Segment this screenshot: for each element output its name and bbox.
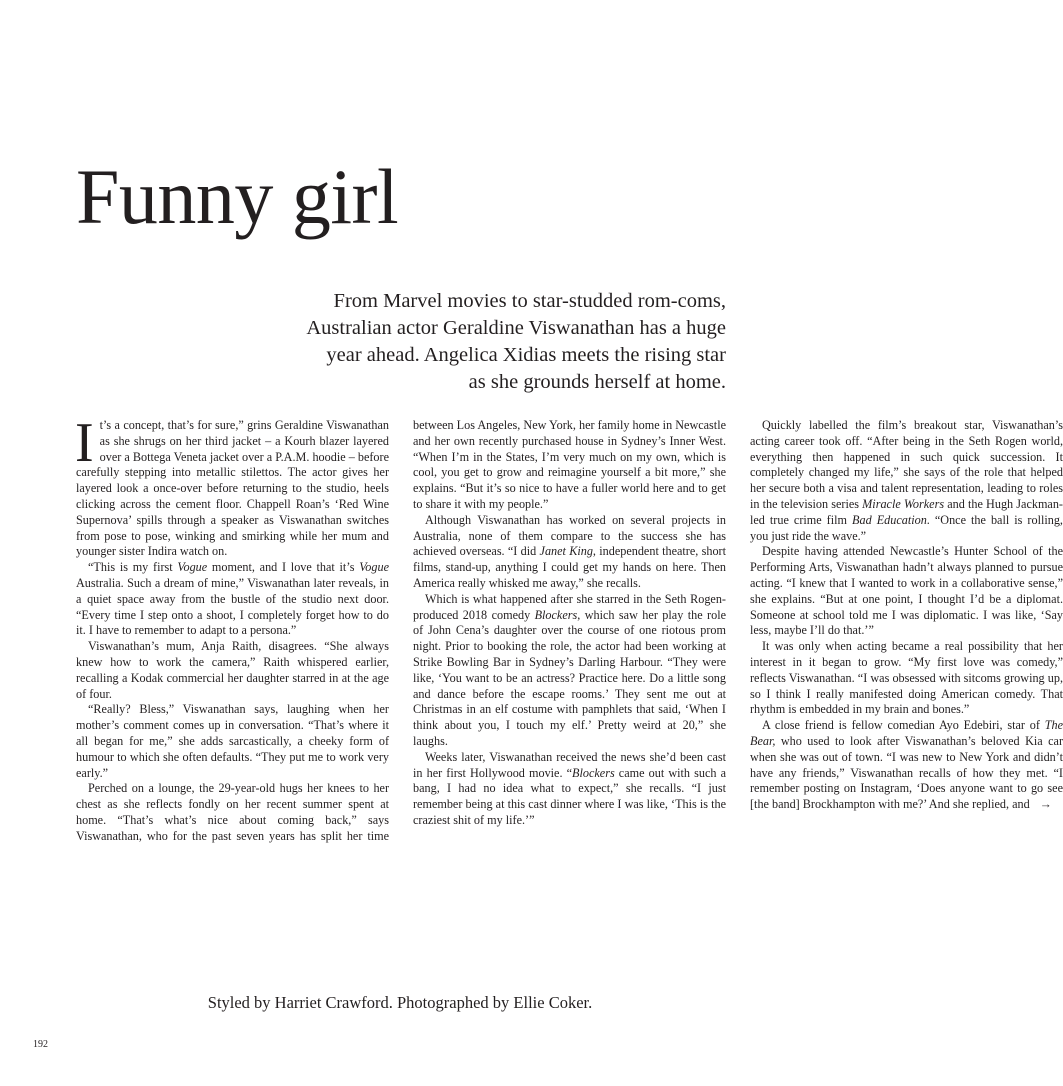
page-number: 192	[33, 1039, 48, 1050]
body-paragraph: Which is what happened after she starred in the Seth Rogen-produced 2018 comedy Blockers, which saw her play the role of John Cena’s daughter over the course of one riotous prom night. Prior to booking the role, the actor had been working at Strike Bowling Bar in Sydney’s Darling Harbour. “They were like, ‘You want to be an actress? Practice here. Do a little song and dance before the escape rooms.’ They sent me out at Christmas in an elf costume with pamphlets that said, ‘When I think about you, I touch my elf.’ Pretty weird at 20,” she laughs.	[413, 591, 726, 748]
body-paragraph: It’s a concept, that’s for sure,” grins Geraldine Viswanathan as she shrugs on her third jacket – a Kourh blazer layered over a Bottega Veneta jacket over a P.A.M. hoodie – before carefully stepping into metallic stilettos. The actor gives her layered look a once-over before returning to the studio, heels clicking across the cement floor. Chappell Roan’s ‘Red Wine Supernova’ spills through a speaker as Viswanathan switches from pose to pose, winking and smirking while her mum and younger sister Indira watch on.	[75, 412, 389, 559]
body-paragraph: Viswanathan’s mum, Anja Raith, disagrees. “She always knew how to work the camera,” Raith whispered earlier, recalling a Kodak commercial her daughter starred in at the age of four.	[76, 639, 389, 701]
body-paragraph: Although Viswanathan has worked on several projects in Australia, none of them compare to the success she has achieved overseas. “I did Janet King, independent theatre, short films, stand-up, anything I could get my hands on here. Then America really whisked me away,” she recalls.	[413, 512, 726, 590]
body-paragraph: Perched on a lounge, the 29-year-old hugs her knees to her chest as she reflects fondly on her recent summer spent at home. “That’s what’s nice about coming back,” says Viswanathan, who for the past seven years has split her time between Los Angeles, New York, her family home in Newcastle and her own recently purchased house in Sydney’s Inner West. “When I’m in the States, I’m very much on my own, which is cool, you get to grow and reimagine yourself a bit more,” she explains. “But it’s so nice to have a fuller world here and to get to share it with my people.”	[76, 418, 726, 843]
article-title: Funny girl	[76, 153, 399, 240]
body-paragraph: It was only when acting became a real possibility that her interest in it began to grow. “My first love was comedy,” reflects Viswanathan. “I was obsessed with sitcoms growing up, so I think I really manifested doing American comedy. That rhythm is embedded in my brain and bones.”	[750, 639, 1063, 717]
body-paragraph: “Really? Bless,” Viswanathan says, laughing when her mother’s comment comes up in conversation. “That’s where it all began for me,” she adds sarcastically, a cheeky form of humour to which she often defaults. “They put me to work very early.”	[76, 702, 389, 780]
body-paragraph: A close friend is fellow comedian Ayo Edebiri, star of The Bear, who used to look after Viswanathan’s beloved Kia car when she was out of town. “I was new to New York and didn’t have any friends,” Viswanathan recalls of how they met. “I remember posting on Instagram, ‘Does anyone want to go see [the band] Brockhampton with me?’ And she replied, and →	[750, 718, 1063, 812]
drop-cap: I	[75, 412, 94, 474]
body-paragraph: “This is my first Vogue moment, and I love that it’s Vogue Australia. Such a dream of mine,” Viswanathan later reveals, in a quiet space away from the bustle of the studio next door. “Every time I step onto a shoot, I completely forget how to do it. I have to remember to adapt to a persona.”	[76, 560, 389, 638]
continue-arrow-icon: →	[1039, 797, 1052, 812]
body-paragraph: Quickly labelled the film’s breakout star, Viswanathan’s acting career took off. “After being in the Seth Rogen world, everything then happened in such quick succession. It completely changed my life,” she says of the role that helped her secure both a visa and talent representation, leading to roles in the television series Miracle Workers and the Hugh Jackman-led true crime film Bad Education. “Once the ball is rolling, you just ride the wave.”	[750, 418, 1063, 543]
photo-credit: Styled by Harriet Crawford. Photographed by Ellie Coker.	[207, 993, 593, 1012]
body-paragraph: Despite having attended Newcastle’s Hunter School of the Performing Arts, Viswanathan hadn’t always planned to pursue acting. “I knew that I wanted to work in a collaborative sense,” she explains. “But at one point, I thought I’d be a diplomat. Someone at school told me I was diplomatic. I was like, ‘Say less, maybe I’ll do that.’”	[750, 544, 1063, 638]
article-body	[75, 412, 1063, 858]
body-paragraph: Weeks later, Viswanathan received the news she’d been cast in her first Hollywood movie. “Blockers came out with such a bang, I had no idea what to expect,” she recalls. “I just remember being at this cast dinner where I was like, ‘This is the craziest shit of my life.’”	[413, 749, 726, 827]
standfirst: From Marvel movies to star-studded rom-coms, Australian actor Geraldine Viswanathan has a huge year ahead. Angelica Xidias meets the rising star as she grounds herself at home.	[306, 290, 726, 393]
